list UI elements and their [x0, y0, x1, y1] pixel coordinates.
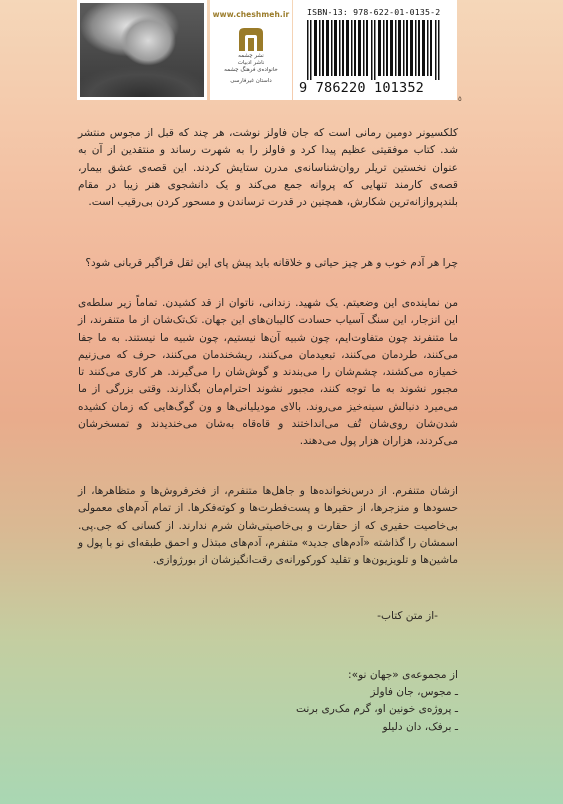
author-portrait-image: [80, 3, 204, 97]
publisher-url: www.cheshmeh.ir: [212, 10, 290, 19]
series-list: [78, 684, 458, 736]
series-title: از مجموعه‌ی «جهان نو»:: [348, 669, 458, 681]
blurb-paragraph-1: کلکسیونر دومین رمانی است که جان فاولز نوشت، هر چند که قبل از مجوس منتشر شد. کتاب موفقیتی عظیم پیدا کرد و فاولز را به شهرت رساند و منتقدین از آن به عنوان نخستین تریلر روان‌شناسانه‌ی مدرن ستایش کردند. این قصه‌ی عشق بیمار، قصه‌ی کارمند تنهایی که پروانه جمع می‌کند و یک دانشجوی هنر زیبا در مقام بلندپروازانه‌ترین شکارش، همچنین در قدرت ترساندن و مسحور کردن بی‌رقیب است.: [78, 127, 458, 209]
blurb-paragraph-2: چرا هر آدم خوب و هر چیز حیاتی و خلاقانه باید پیش پای این ثقل فراگیر قربانی شود؟: [85, 257, 458, 269]
publisher-name: نشر چشمه: [238, 53, 264, 59]
list-item: ـ پروژه‌ی خونین او، گرم مک‌ری برنت: [78, 701, 458, 718]
blurb-paragraph-4: ازشان متنفرم. از درس‌نخوانده‌ها و جاهل‌ها متنفرم، از فخرفروش‌ها و متظاهرها، از حسودها و منزجرها، از حقیرها و پست‌فطرت‌ها و کوته‌فکرها. از تمام آدم‌های معمولی بی‌خاصیت حقیری که از حقارت و بی‌خاصیتی‌شان شرم ندارند. از کسانی که جی.پی. اسمشان را گذاشته «آدم‌های جدید» متنفرم، آدم‌های مبتذل و احمق طبقه‌ای نو با پول و ماشین‌ها و تلویزیون‌ها و تقلید کورکورانه‌ی رقت‌انگیزشان از بورژوازی.: [78, 485, 458, 567]
margin-mark: ٥: [458, 95, 462, 103]
excerpt-attribution: -از متن کتاب-: [377, 610, 438, 622]
barcode-digits: 9 786220 101352: [299, 80, 425, 96]
list-item: ـ مجوس، جان فاولز: [78, 684, 458, 701]
publisher-tagline-2: خانواده‌ی فرهنگ چشمه: [224, 66, 278, 73]
isbn-label: ISBN-13: 978-622-01-0135-2: [307, 7, 441, 17]
publisher-box: [210, 0, 292, 100]
author-photo: [77, 0, 207, 100]
publisher-logo-icon: [236, 25, 266, 53]
barcode-icon: [307, 20, 447, 80]
publisher-series-label: داستان غیرفارسی: [230, 77, 272, 84]
barcode-box: [293, 0, 457, 100]
publisher-tagline: ناشر ادبیات: [237, 59, 265, 66]
list-item: ـ برفک، دان دلیلو: [78, 719, 458, 736]
blurb-paragraph-3: من نماینده‌ی این وضعیتم. یک شهید. زندانی، ناتوان از قد کشیدن. تماماً زیر سلطه‌ی این انزجار، این سنگ آسیاب حسادت کالیبان‌های این جهان. تک‌تک‌شان از ما متنفرند، از ما متنفرند چون متفاوت‌ایم، چون شبیه آن‌ها نیستیم، چون شبیه ما نیستند. به ما جفا می‌کنند، طردمان می‌کنند، تبعیدمان می‌کنند، ریشخندمان می‌کنند، حرف که می‌زنیم خمیازه می‌کشند، چشم‌شان را می‌بندند و گوش‌شان را می‌گیرند. هر کاری می‌کنند تا مجبور نشوند به ما توجه کنند، مجبور نشوند احترام‌مان بگذارند. وقتی بزرگی از ما می‌میرد دنبالش سینه‌خیز می‌روند. بالای مودیلیانی‌ها و ون گوگ‌هایی که زمان کشیده شدن‌شان روی‌شان تُف می‌انداختند و قاه‌قاه به‌شان می‌خندیدند و تمسخرشان می‌کردند، هزاران هزار پول می‌دهند.: [78, 297, 458, 448]
